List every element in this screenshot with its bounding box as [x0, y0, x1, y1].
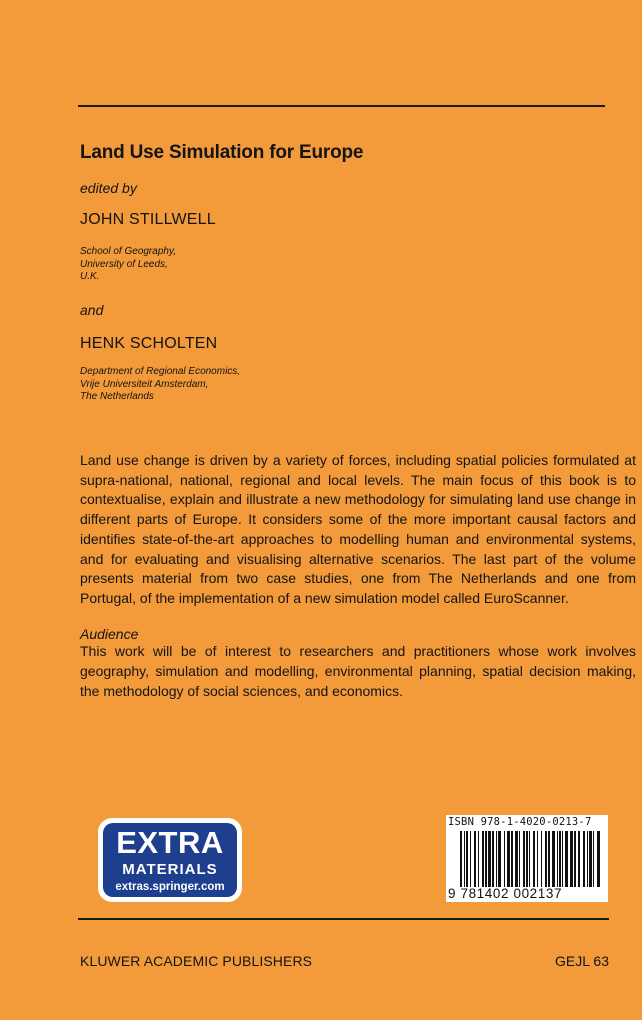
extra-materials-badge-inner [103, 823, 237, 897]
isbn-text: ISBN 978-1-4020-0213-7 [448, 816, 592, 828]
affiliation-line: The Netherlands [80, 391, 154, 402]
barcode-bars-icon [460, 831, 600, 887]
extra-label: EXTRA [116, 825, 224, 860]
extra-materials-badge [98, 818, 242, 902]
materials-label: MATERIALS [122, 861, 218, 878]
barcode [446, 815, 608, 902]
edited-by-label: edited by [80, 180, 137, 196]
top-rule [78, 105, 605, 107]
affiliation-line: Vrije Universiteit Amsterdam, [80, 378, 209, 390]
series-code: GEJL 63 [555, 953, 609, 969]
book-description: Land use change is driven by a variety of forces, including spatial policies formulated at supra-national, national, regional and local levels. The main focus of this book is to contextualise, explain and illustrate a new methodology for simulating land use change in different parts of Europe. It considers some of the more important causal factors and identifies state-of-the-art approaches to modelling human and environmental systems, and for evaluating and visualising alternative scenarios. The last part of the volume presents material from two case studies, one from The Netherlands and one from Portugal, of the implementation of a new simulation model called EuroScanner. [80, 452, 636, 606]
editor1-affiliation [80, 246, 176, 284]
and-label: and [80, 302, 104, 318]
affiliation-line: University of Leeds, [80, 258, 168, 270]
bottom-rule [78, 918, 609, 920]
audience-text: This work will be of interest to researchers and practitioners whose work involves geography, simulation and modelling, environmental planning, spatial decision making, the methodology of social sciences, and economics. [80, 643, 636, 699]
editor1-name: JOHN STILLWELL [80, 211, 216, 228]
affiliation-line: U.K. [80, 271, 100, 282]
extras-url: extras.springer.com [115, 881, 225, 893]
affiliation-line: Department of Regional Economics, [80, 366, 241, 377]
book-title: Land Use Simulation for Europe [80, 142, 364, 163]
audience-heading: Audience [80, 626, 139, 642]
affiliation-line: School of Geography, [80, 246, 176, 257]
publisher-name: KLUWER ACADEMIC PUBLISHERS [80, 953, 313, 969]
ean-number: 9 781402 002137 [448, 886, 563, 901]
editor2-affiliation [80, 366, 240, 404]
editor2-name: HENK SCHOLTEN [80, 335, 218, 352]
